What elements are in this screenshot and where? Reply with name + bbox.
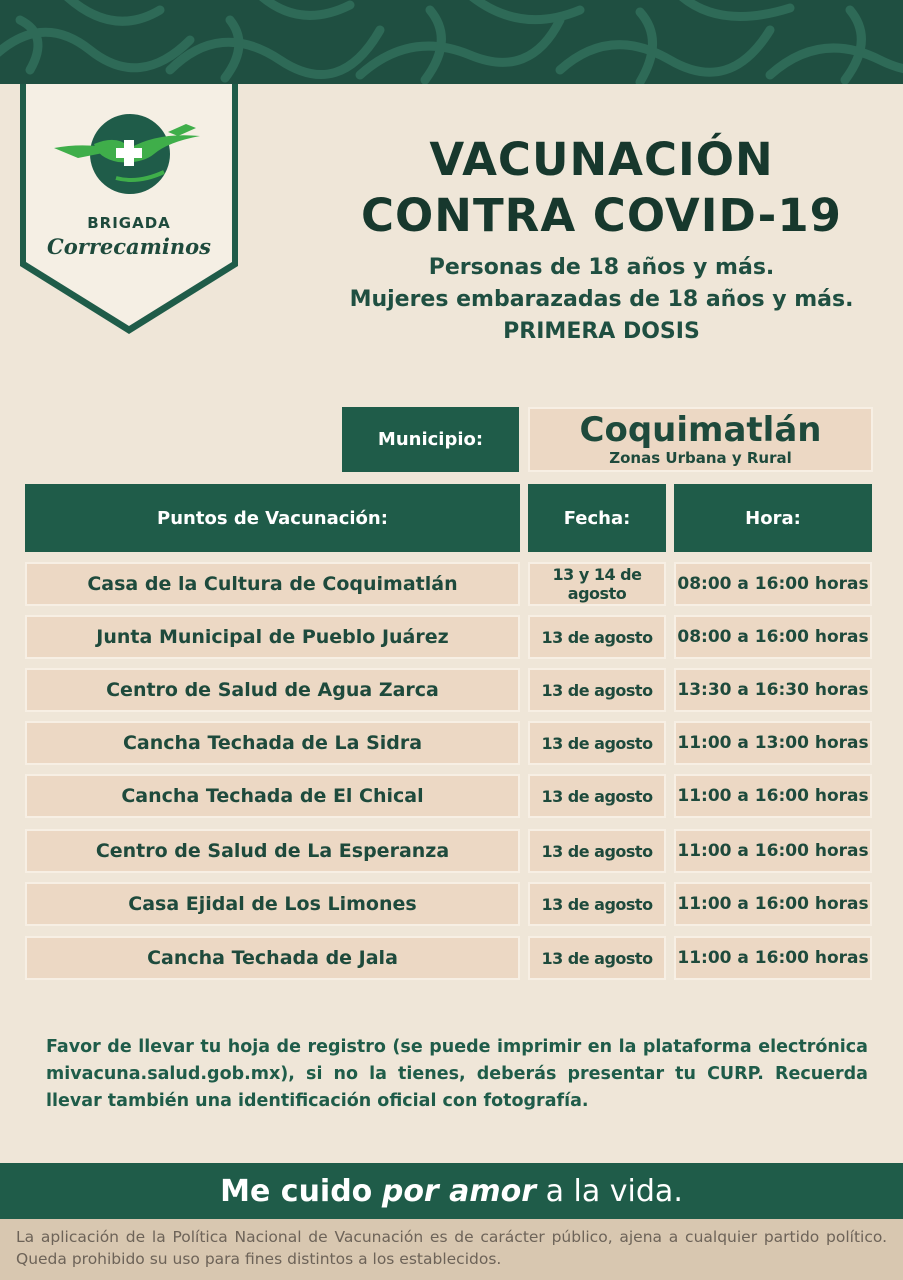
row-time: 13:30 a 16:30 horas <box>674 668 872 712</box>
header-date: Fecha: <box>528 484 666 552</box>
legal-disclaimer: La aplicación de la Política Nacional de Vacunación es de carácter público, ajena a cualquier partido político. Queda prohibido su uso para fines distintos a los establecidos. <box>0 1219 903 1280</box>
row-place: Centro de Salud de La Esperanza <box>25 829 520 873</box>
row-date: 13 de agosto <box>528 882 666 926</box>
row-time: 11:00 a 16:00 horas <box>674 774 872 818</box>
logo-brigada-text: BRIGADA <box>87 214 171 232</box>
title-line-2: CONTRA COVID-19 <box>361 189 842 242</box>
subtitle-dose: PRIMERA DOSIS <box>503 319 700 344</box>
row-time: 11:00 a 16:00 horas <box>674 829 872 873</box>
slogan <box>220 1174 683 1209</box>
row-place: Casa Ejidal de Los Limones <box>25 882 520 926</box>
subtitle-pregnant: Mujeres embarazadas de 18 años y más. <box>349 287 854 312</box>
slogan-band <box>0 1163 903 1219</box>
municipio-name: Coquimatlán <box>579 410 822 450</box>
row-place: Casa de la Cultura de Coquimatlán <box>25 562 520 606</box>
brigada-shield-logo <box>18 84 240 336</box>
row-date: 13 de agosto <box>528 615 666 659</box>
top-decorative-band <box>0 0 903 84</box>
registration-notice: Favor de llevar tu hoja de registro (se puede imprimir en la plataforma electrónica mivacuna.salud.gob.mx), si no la tienes, deberás presentar tu CURP. Recuerda llevar también una identificación oficial con fotografía. <box>46 1037 868 1111</box>
row-time: 08:00 a 16:00 horas <box>674 562 872 606</box>
subtitle-audience: Personas de 18 años y más. <box>428 255 775 280</box>
municipio-zone: Zonas Urbana y Rural <box>609 449 792 467</box>
row-date: 13 y 14 de agosto <box>528 562 666 606</box>
logo-name-text: Correcaminos <box>47 234 211 259</box>
title-line-1: VACUNACIÓN <box>429 133 774 186</box>
subtitle-block <box>300 252 903 348</box>
row-time: 11:00 a 16:00 horas <box>674 936 872 980</box>
row-date: 13 de agosto <box>528 936 666 980</box>
row-place: Centro de Salud de Agua Zarca <box>25 668 520 712</box>
row-date: 13 de agosto <box>528 829 666 873</box>
municipio-value <box>528 407 873 472</box>
header-time: Hora: <box>674 484 872 552</box>
municipio-label: Municipio: <box>342 407 519 472</box>
slogan-part-3: a la vida. <box>545 1173 683 1209</box>
header-place: Puntos de Vacunación: <box>25 484 520 552</box>
row-place: Cancha Techada de El Chical <box>25 774 520 818</box>
row-date: 13 de agosto <box>528 668 666 712</box>
row-place: Cancha Techada de La Sidra <box>25 721 520 765</box>
row-time: 08:00 a 16:00 horas <box>674 615 872 659</box>
row-time: 11:00 a 16:00 horas <box>674 882 872 926</box>
slogan-part-1: Me cuido <box>220 1173 373 1209</box>
row-date: 13 de agosto <box>528 774 666 818</box>
row-place: Junta Municipal de Pueblo Juárez <box>25 615 520 659</box>
row-place: Cancha Techada de Jala <box>25 936 520 980</box>
decorative-pattern-icon <box>0 0 903 84</box>
row-date: 13 de agosto <box>528 721 666 765</box>
row-time: 11:00 a 13:00 horas <box>674 721 872 765</box>
page-title <box>300 132 903 244</box>
slogan-part-2: por amor <box>381 1173 537 1209</box>
